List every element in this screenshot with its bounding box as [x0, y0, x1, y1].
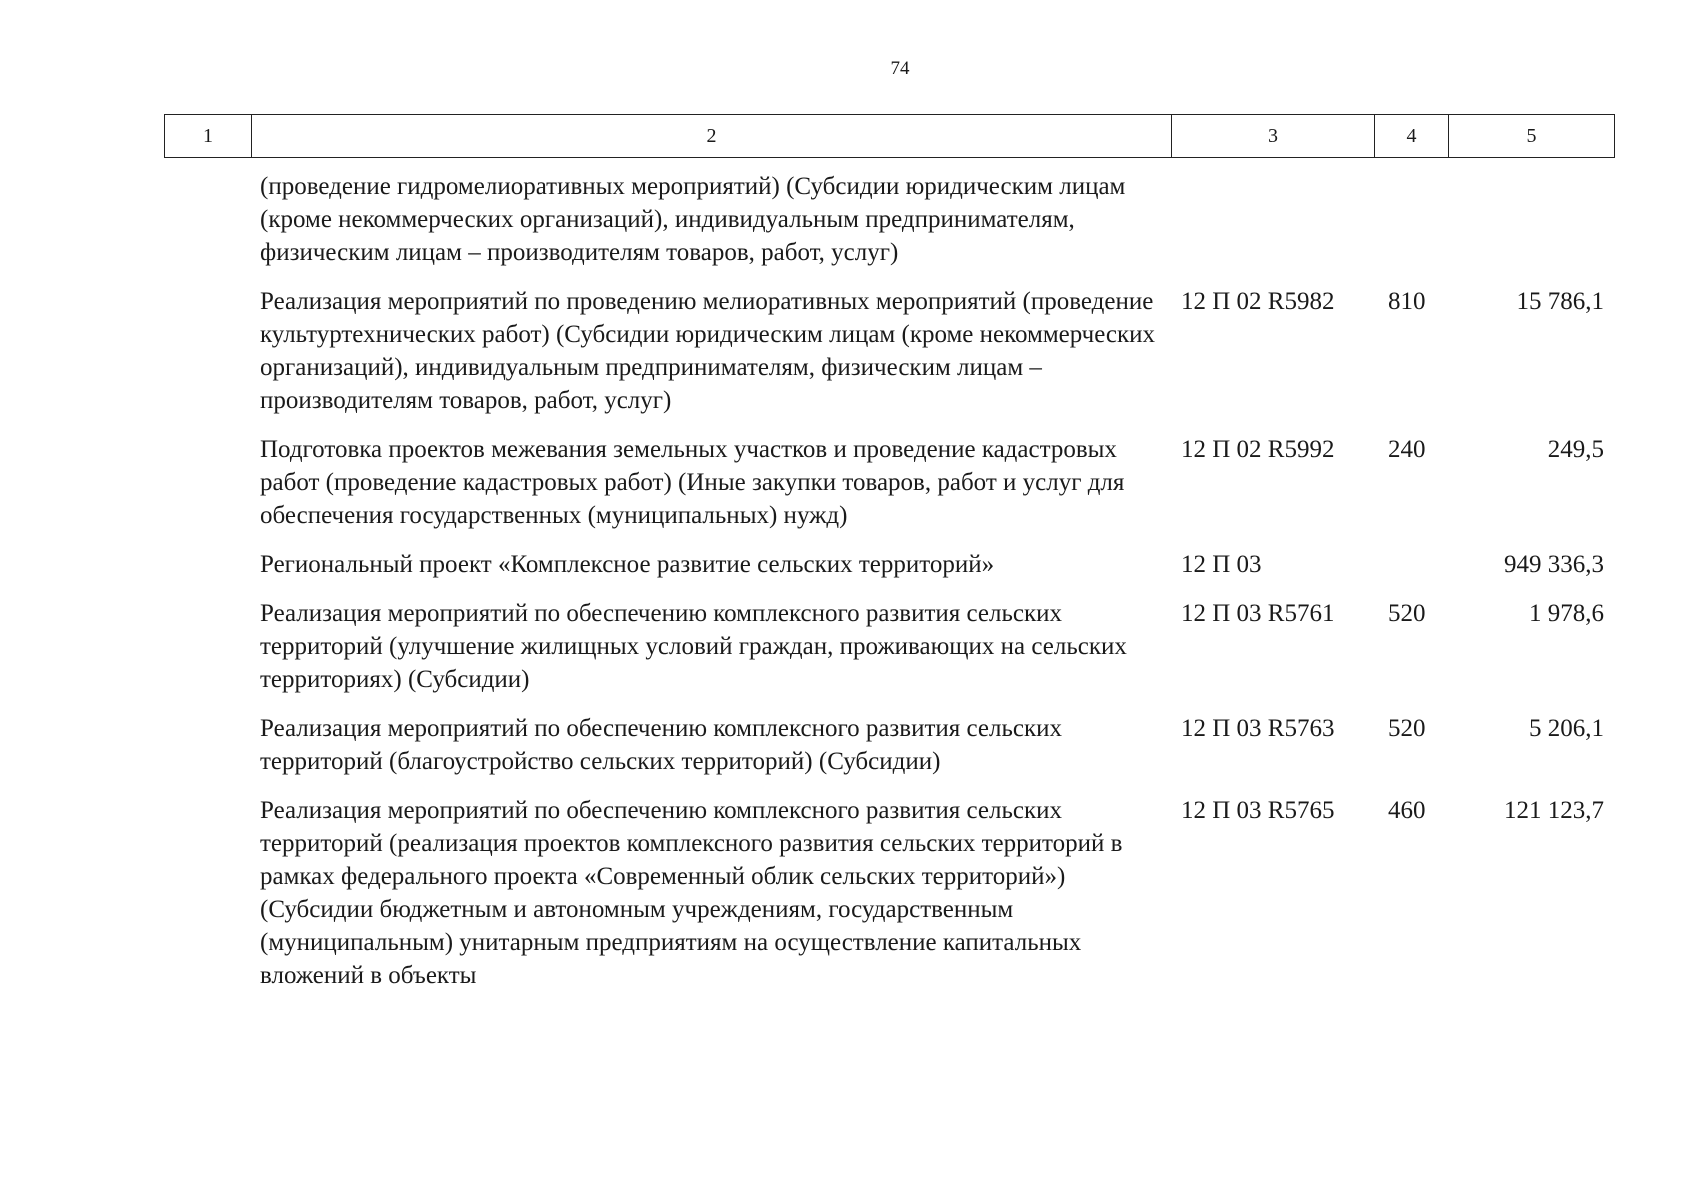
table-row: [164, 285, 1614, 417]
row-description: Реализация мероприятий по проведению мелиоративных мероприятий (проведение культуртехнических работ) (Субсидии юридическим лицам (кроме некоммерческих организаций), индивидуальным предпринимателям, физическим лицам – производителям товаров, работ, услуг): [260, 288, 1156, 414]
row-type: 810: [1388, 288, 1426, 315]
row-amount: 949 336,3: [1504, 551, 1604, 578]
row-description: Реализация мероприятий по обеспечению комплексного развития сельских территорий (улучшение жилищных условий граждан, проживающих на сельских территориях) (Субсидии): [260, 600, 1127, 693]
row-code: 12 П 03: [1181, 551, 1262, 578]
row-type: 520: [1388, 715, 1426, 742]
table-row: [164, 712, 1614, 778]
row-type: 460: [1388, 797, 1426, 824]
header-col-1: 1: [165, 115, 252, 158]
table-row: [164, 433, 1614, 532]
row-type: 240: [1388, 436, 1426, 463]
table-body: [164, 170, 1614, 1008]
row-description: Реализация мероприятий по обеспечению комплексного развития сельских территорий (реализация проектов комплексного развития сельских территорий в рамках федерального проекта «Современный облик сельских территорий») (Субсидии бюджетным и автономным учреждениям, государственным (муниципальным) унитарным предприятиям на осуществление капитальных вложений в объекты: [260, 797, 1123, 989]
row-code: 12 П 03 R5761: [1181, 600, 1335, 627]
row-amount: 1 978,6: [1529, 600, 1604, 627]
row-amount: 5 206,1: [1529, 715, 1604, 742]
row-type: [1374, 170, 1448, 269]
row-code: 12 П 02 R5982: [1181, 288, 1335, 315]
row-amount: 15 786,1: [1516, 288, 1604, 315]
row-type: [1374, 548, 1448, 581]
table-row: [164, 597, 1614, 696]
page-number-text: 74: [890, 58, 910, 79]
row-code: 12 П 02 R5992: [1181, 436, 1335, 463]
table-row: [164, 170, 1614, 269]
header-col-2: 2: [252, 115, 1172, 158]
header-col-3: 3: [1172, 115, 1375, 158]
table-row: [164, 794, 1614, 992]
row-amount: [1448, 170, 1614, 269]
header-col-4: 4: [1375, 115, 1449, 158]
row-description: (проведение гидромелиоративных мероприятий) (Субсидии юридическим лицам (кроме некоммерческих организаций), индивидуальным предпринимателям, физическим лицам – производителям товаров, работ, услуг): [260, 173, 1126, 266]
row-amount: 121 123,7: [1504, 797, 1604, 824]
row-code: 12 П 03 R5765: [1181, 797, 1335, 824]
row-description: Региональный проект «Комплексное развитие сельских территорий»: [260, 551, 995, 578]
table-header: [164, 114, 1615, 158]
row-description: Реализация мероприятий по обеспечению комплексного развития сельских территорий (благоустройство сельских территорий) (Субсидии): [260, 715, 1063, 775]
table-row: [164, 548, 1614, 581]
header-col-5: 5: [1449, 115, 1615, 158]
row-code: [1171, 170, 1374, 269]
row-code: 12 П 03 R5763: [1181, 715, 1335, 742]
header-row: [165, 115, 1615, 158]
row-amount: 249,5: [1547, 436, 1604, 463]
page-number: [0, 58, 1697, 80]
row-description: Подготовка проектов межевания земельных участков и проведение кадастровых работ (проведение кадастровых работ) (Иные закупки товаров, работ и услуг для обеспечения государственных (муниципальных) нужд): [260, 436, 1125, 529]
row-type: 520: [1388, 600, 1426, 627]
